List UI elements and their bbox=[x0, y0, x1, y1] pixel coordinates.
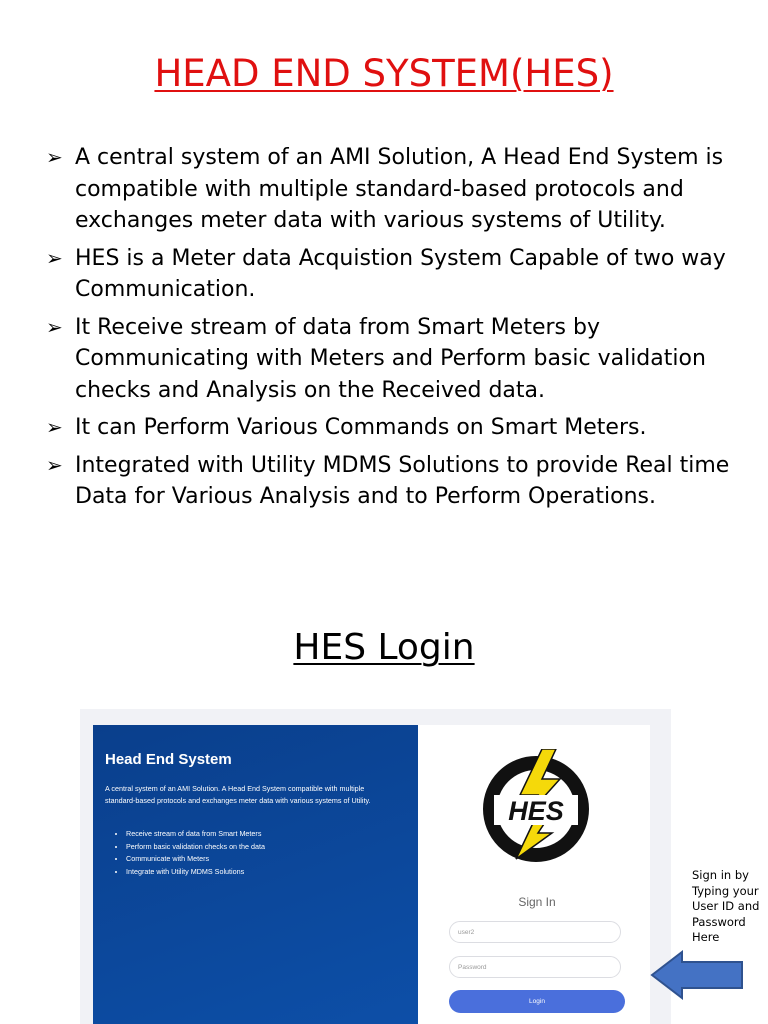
panel-title: Head End System bbox=[105, 751, 232, 768]
panel-feature-item: • Communicate with Meters bbox=[126, 853, 265, 866]
bullet-item bbox=[46, 142, 746, 237]
signin-label: Sign In bbox=[518, 895, 556, 909]
user-id-input[interactable]: user2 bbox=[449, 921, 621, 943]
logo-text: HES bbox=[508, 796, 564, 826]
bullet-text: A central system of an AMI Solution, A Head End System is compatible with multiple standard-based protocols and exchanges meter data with various systems of Utility. bbox=[75, 145, 724, 233]
arrow-bullet-icon: ➢ bbox=[46, 314, 63, 339]
page-title: HEAD END SYSTEM(HES) bbox=[154, 52, 614, 95]
login-screenshot bbox=[80, 709, 671, 1024]
hes-logo-icon bbox=[480, 749, 592, 865]
bullet-list bbox=[46, 142, 746, 519]
panel-feature-item: • Receive stream of data from Smart Meters bbox=[126, 828, 265, 841]
bullet-item bbox=[46, 412, 746, 444]
bullet-text: It can Perform Various Commands on Smart Meters. bbox=[75, 415, 647, 440]
login-button[interactable]: Login bbox=[449, 990, 625, 1013]
info-panel bbox=[93, 725, 418, 1024]
panel-description: A central system of an AMI Solution. A Head End System compatible with multiple standard-based protocols and exchanges meter data with various systems of Utility. bbox=[105, 784, 371, 805]
left-arrow-icon bbox=[650, 950, 746, 1000]
login-heading: HES Login bbox=[293, 627, 475, 668]
signin-panel bbox=[418, 725, 650, 1024]
bullet-text: HES is a Meter data Acquistion System Capable of two way Communication. bbox=[75, 245, 726, 302]
bullet-item bbox=[46, 450, 746, 513]
arrow-bullet-icon: ➢ bbox=[46, 245, 63, 270]
panel-feature-item: • Integrate with Utility MDMS Solutions bbox=[126, 866, 265, 879]
arrow-bullet-icon: ➢ bbox=[46, 452, 63, 477]
bullet-text: Integrated with Utility MDMS Solutions to provide Real time Data for Various Analysis and to Perform Operations. bbox=[75, 452, 730, 509]
arrow-bullet-icon: ➢ bbox=[46, 145, 63, 169]
panel-feature-item: • Perform basic validation checks on the data bbox=[126, 841, 265, 854]
arrow-bullet-icon: ➢ bbox=[46, 415, 63, 439]
password-input[interactable]: Password bbox=[449, 956, 621, 978]
bullet-item bbox=[46, 243, 746, 306]
signin-annotation: Sign in by Typing your User ID and Password Here bbox=[692, 868, 760, 944]
panel-feature-list bbox=[116, 828, 265, 878]
bullet-text: It Receive stream of data from Smart Meters by Communicating with Meters and Perform basic validation checks and Analysis on the Received data. bbox=[75, 314, 706, 403]
bullet-item bbox=[46, 312, 746, 407]
